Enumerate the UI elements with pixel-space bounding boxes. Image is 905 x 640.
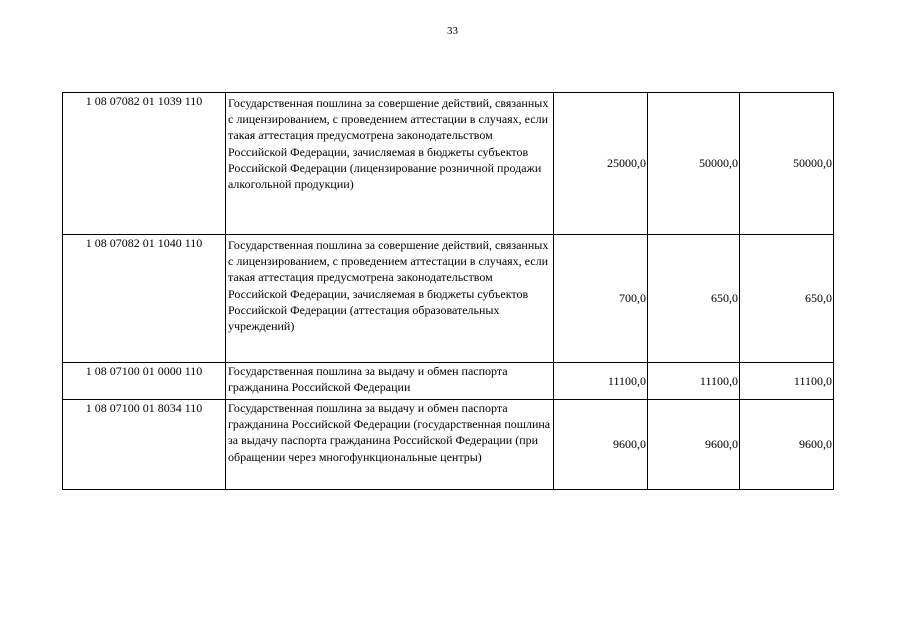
revenue-description: Государственная пошлина за выдачу и обмен паспорта гражданина Российской Федерации	[226, 363, 554, 400]
table-row	[63, 235, 834, 363]
amount-year-2: 50000,0	[648, 93, 740, 235]
amount-year-3: 9600,0	[740, 400, 834, 490]
amount-year-1: 11100,0	[554, 363, 648, 400]
revenue-description: Государственная пошлина за совершение действий, связанных с лицензированием, с проведением аттестации в случаях, если такая аттестация предусмотрена законодательством Российской Федерации, зачисляемая в бюджеты субъектов Российской Федерации (лицензирование розничной продажи алкогольной продукции)	[226, 93, 554, 235]
amount-year-2: 11100,0	[648, 363, 740, 400]
table-row	[63, 93, 834, 235]
amount-year-3: 650,0	[740, 235, 834, 363]
revenue-description: Государственная пошлина за совершение действий, связанных с лицензированием, с проведением аттестации в случаях, если такая аттестация предусмотрена законодательством Российской Федерации, зачисляемая в бюджеты субъектов Российской Федерации (аттестация образовательных учреждений)	[226, 235, 554, 363]
amount-year-3: 11100,0	[740, 363, 834, 400]
amount-year-1: 25000,0	[554, 93, 648, 235]
amount-year-3: 50000,0	[740, 93, 834, 235]
table-row	[63, 363, 834, 400]
budget-code: 1 08 07100 01 0000 110	[63, 363, 226, 400]
revenue-table	[62, 92, 834, 490]
budget-code: 1 08 07082 01 1039 110	[63, 93, 226, 235]
budget-code: 1 08 07082 01 1040 110	[63, 235, 226, 363]
table-row	[63, 400, 834, 490]
revenue-description: Государственная пошлина за выдачу и обмен паспорта гражданина Российской Федерации (государственная пошлина за выдачу паспорта гражданина Российской Федерации (при обращении через многофункциональные центры)	[226, 400, 554, 490]
amount-year-2: 650,0	[648, 235, 740, 363]
amount-year-1: 9600,0	[554, 400, 648, 490]
amount-year-2: 9600,0	[648, 400, 740, 490]
budget-code: 1 08 07100 01 8034 110	[63, 400, 226, 490]
amount-year-1: 700,0	[554, 235, 648, 363]
page-number: 33	[447, 25, 458, 37]
